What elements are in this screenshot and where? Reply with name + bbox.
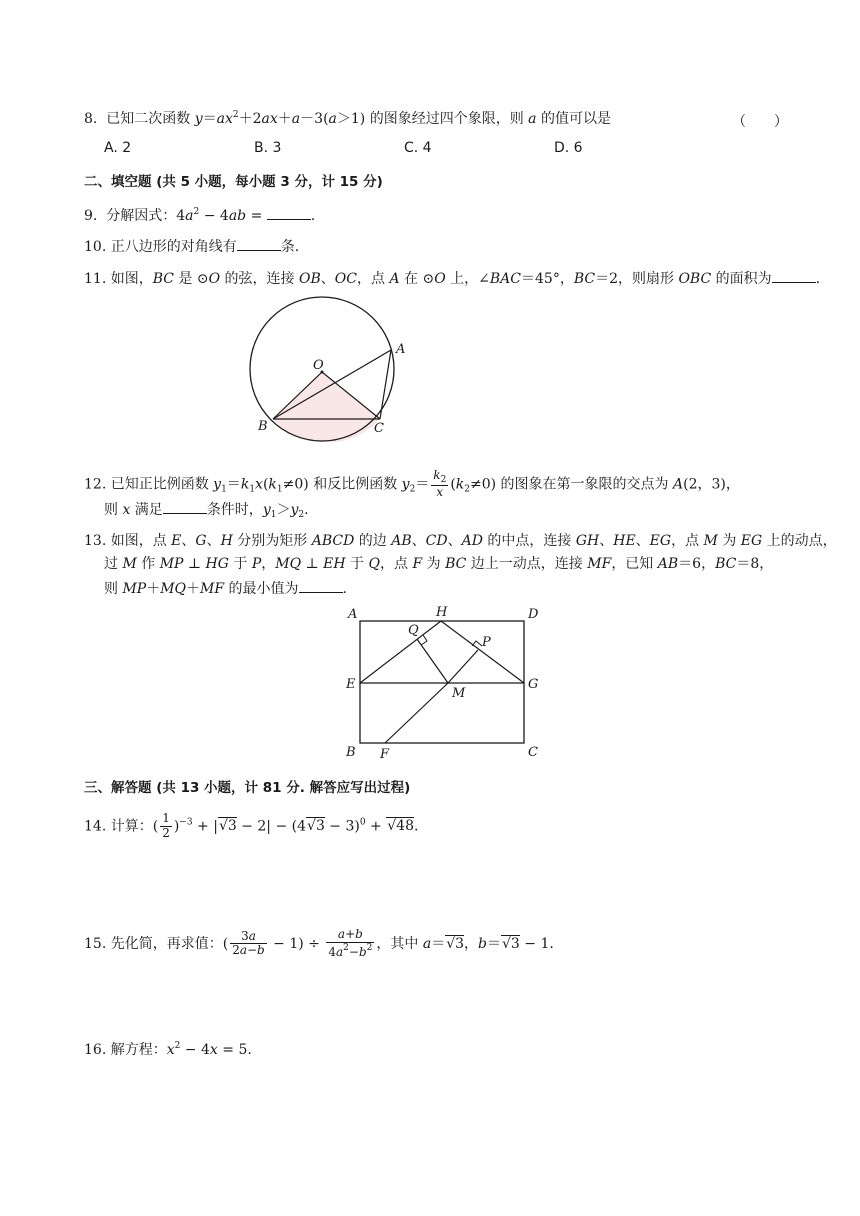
rectangle-figure [338, 600, 558, 765]
question-15: 15. 先化简，再求值：( $\frac{3a}{2a-b}$ − 1) ÷ $\frac{a+b}{4a^2-b^2}$ ，其中 a＝√3，b＝√3 − 1. [84, 927, 554, 959]
segment-mf [385, 683, 448, 743]
question-12-line1: 12. 已知正比例函数 $y_1=k_1x(k_1\ne 0)$ 和反比例函数 $y_2=$ $\frac{k_2}{x}$ $(k_2\ne 0)$ 的图象在第一象限的交点为 A(2，3)， [84, 468, 740, 500]
segment-mq [417, 639, 448, 683]
label-c: C [374, 421, 384, 436]
question-13-line3: 则 MP＋MQ＋MF 的最小值为 . [104, 581, 347, 597]
answer-parentheses: （ ） [732, 114, 788, 130]
question-8-stem: 8. 已知二次函数 $y=ax^2+2ax+a-3(a>1)$ 的图象经过四个象限，则 a 的值可以是 [84, 110, 611, 127]
label-q: Q [408, 623, 419, 638]
label-o: O [313, 358, 324, 373]
section-2-title: 二、填空题 (共 5 小题，每小题 3 分，计 15 分) [84, 174, 383, 190]
question-11: 11. 如图，BC 是 ⊙O 的弦，连接 OB、OC，点 A 在 ⊙O 上，∠BAC＝45°，BC＝2，则扇形 OBC 的面积为 . [84, 271, 821, 287]
label-m: M [452, 686, 466, 701]
label-e: E [346, 677, 356, 692]
label-f: F [380, 747, 390, 762]
sector-shading [273, 372, 380, 442]
question-9: 9. 分解因式：$4a^2 - 4ab$ = . [84, 207, 316, 224]
question-10: 10. 正八边形的对角线有 条. [84, 239, 300, 255]
section-3-title: 三、解答题 (共 13 小题，计 81 分. 解答应写出过程) [84, 780, 411, 796]
question-14: 14. 计算：( $\frac{1}{2}$ )$^{-3} + |√3 - 2| - (4√3 - 3)^0 + √48$. [84, 811, 419, 840]
right-angle-q [421, 635, 427, 645]
label-a: A [396, 342, 406, 357]
choice-a: A. 2 [104, 140, 132, 156]
rectangle-abcd [360, 621, 524, 743]
choice-d: D. 6 [554, 140, 583, 156]
label-h: H [436, 605, 448, 620]
label-d: D [528, 607, 539, 622]
label-a: A [348, 607, 358, 622]
question-16: 16. 解方程：$x^2 - 4x = 5$. [84, 1041, 252, 1058]
question-13-line2: 过 M 作 MP ⊥ HG 于 P，MQ ⊥ EH 于 Q，点 F 为 BC 边上一动点，连接 MF，已知 AB＝6，BC＝8， [104, 556, 774, 572]
label-b: B [258, 419, 268, 434]
segment-ac [380, 350, 391, 419]
label-p: P [482, 635, 491, 650]
segment-hg [441, 621, 524, 683]
circle-figure [240, 292, 420, 442]
question-12-line2: 则 x 满足 条件时，$y_1>y_2$. [104, 502, 309, 520]
label-b: B [346, 745, 356, 760]
segment-he [360, 621, 441, 683]
label-c: C [528, 745, 538, 760]
segment-mp [448, 650, 478, 683]
label-g: G [528, 677, 539, 692]
question-13-line1: 13. 如图，点 E、G、H 分别为矩形 ABCD 的边 AB、CD、AD 的中点，连接 GH、HE、EG，点 M 为 EG 上的动点， [84, 533, 837, 549]
choice-c: C. 4 [404, 140, 432, 156]
choice-b: B. 3 [254, 140, 282, 156]
